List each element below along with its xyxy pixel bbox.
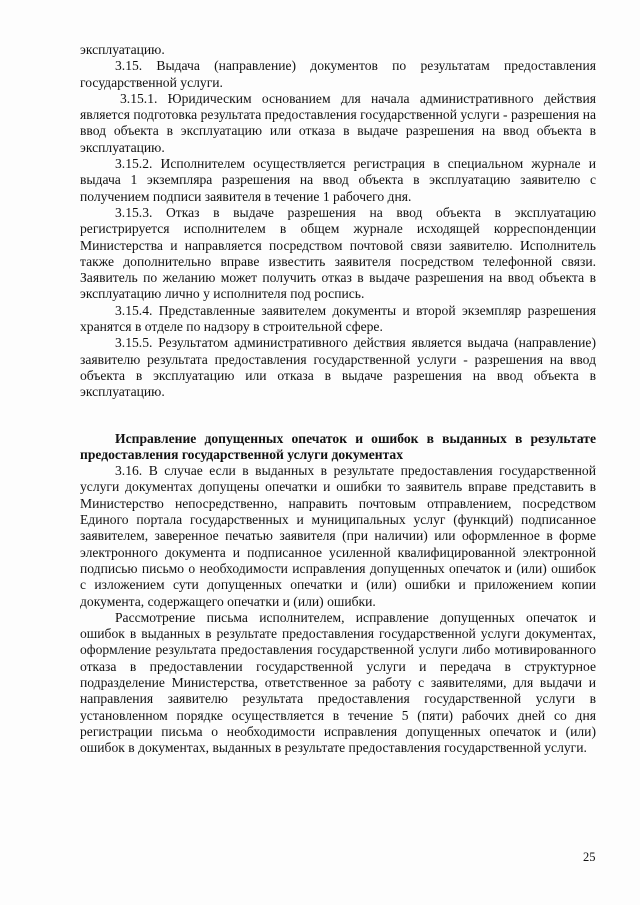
section-heading: Исправление допущенных опечаток и ошибок в выданных в результате предоставления государственной услуги документах <box>80 430 596 462</box>
page-number: 25 <box>583 850 596 864</box>
paragraph-review: Рассмотрение письма исполнителем, исправление допущенных опечаток и ошибок в выданных в результате предоставления государственной услуги документах, оформление результата предоставления государственной услуги либо мотивированного отказа в предоставлении государственной услуги и передача в структурное подразделение Министерства, ответственное за работу с заявителями, для выдачи и направления заявителю результата предоставления государственной услуги в установленном порядке осуществляется в течение 5 (пяти) рабочих дней со дня регистрации письма о необходимости исправления допущенных опечаток и (или) ошибок в документах, выданных в результате предоставления государственной услуги. <box>80 609 596 756</box>
paragraph-3-15: 3.15. Выдача (направление) документов по результатам предоставления государственной услуги. <box>80 58 596 90</box>
paragraph-3-15-1: 3.15.1. Юридическим основанием для начала административного действия является подготовка результата предоставления государственной услуги - разрешения на ввод объекта в эксплуатацию или отказа в выдаче разрешения на ввод объекта в эксплуатацию. <box>80 90 596 155</box>
paragraph-3-15-3: 3.15.3. Отказ в выдаче разрешения на ввод объекта в эксплуатацию регистрируется исполнителем в общем журнале исходящей корреспонденции Министерства и направляется посредством почтовой связи заявителю. Исполнитель также дополнительно вправе известить заявителя посредством телефонной связи. Заявитель по желанию может получить отказ в выдаче разрешения на ввод объекта в эксплуатацию лично у исполнителя под роспись. <box>80 204 596 302</box>
paragraph-3-15-4: 3.15.4. Представленные заявителем документы и второй экземпляр разрешения хранятся в отделе по надзору в строительной сфере. <box>80 302 596 335</box>
paragraph-continuation: эксплуатацию. <box>80 42 165 57</box>
paragraph-3-16: 3.16. В случае если в выданных в результате предоставления государственной услуги документах допущены опечатки и ошибки то заявитель вправе представить в Министерство непосредственно, направить почтовым отправлением, посредством Единого портала государственных и муниципальных услуг (функций) подписанное заявителем, заверенное печатью заявителя (при наличии) или оформленное в форме электронного документа и подписанное усиленной квалифицированной электронной подписью письмо о необходимости исправления допущенных опечаток и (или) ошибок с изложением сути допущенных опечатки и (или) ошибки и приложением копии документа, содержащего опечатки и (или) ошибки. <box>80 463 596 609</box>
section-spacer <box>80 401 596 431</box>
paragraph-3-15-2: 3.15.2. Исполнителем осуществляется регистрация в специальном журнале и выдача 1 экземпляра разрешения на ввод объекта в эксплуатацию заявителю с получением подписи заявителя в течение 1 рабочего дня. <box>80 156 596 204</box>
paragraph-3-15-5: 3.15.5. Результатом административного действия является выдача (направление) заявителю результата предоставления государственной услуги - разрешения на ввод объекта в эксплуатацию или отказа в выдаче разрешения на ввод объекта в эксплуатацию. <box>80 335 596 400</box>
document-body <box>80 42 596 756</box>
